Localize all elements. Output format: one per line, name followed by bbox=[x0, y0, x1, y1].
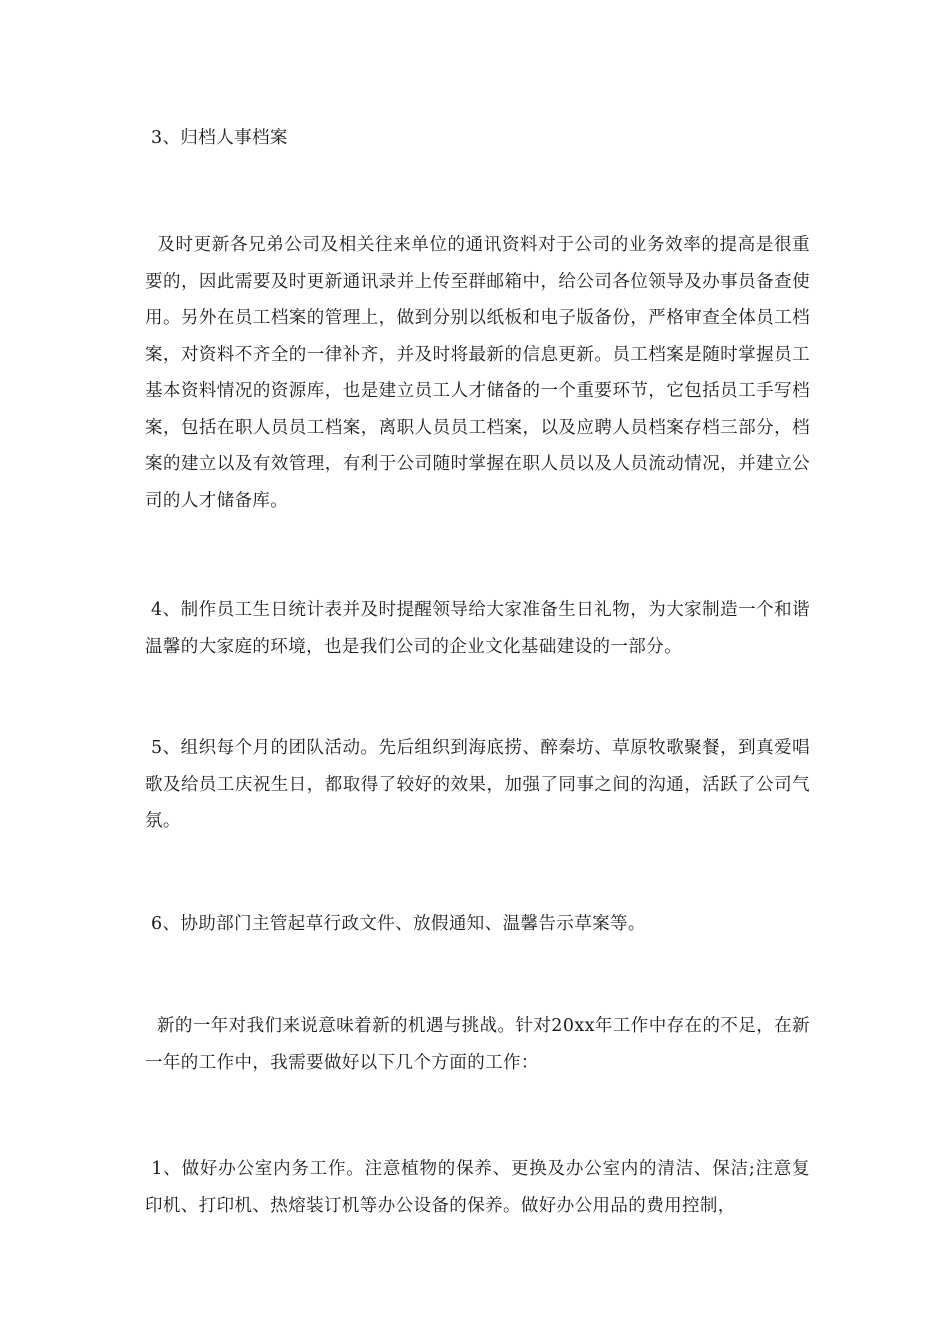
paragraph-birthday-list: 4、制作员工生日统计表并及时提醒领导给大家准备生日礼物，为大家制造一个和谐温馨的大家庭的环境，也是我们公司的企业文化基础建设的一部分。 bbox=[145, 600, 810, 657]
paragraph-archive-details: 及时更新各兄弟公司及相关往来单位的通讯资料对于公司的业务效率的提高是很重要的，因此需要及时更新通讯录并上传至群邮箱中，给公司各位领导及办事员备查使用。另外在员工档案的管理上，做到分别以纸板和电子版备份，严格审查全体员工档案，对资料不齐全的一律补齐，并及时将最新的信息更新。员工档案是随时掌握员工基本资料情况的资源库，也是建立员工人才储备的一个重要环节，它包括员工手写档案，包括在职人员员工档案，离职人员员工档案，以及应聘人员档案存档三部分，档案的建立以及有效管理，有利于公司随时掌握在职人员以及人员流动情况，并建立公司的人才储备库。 bbox=[145, 235, 810, 511]
paragraph-office-affairs: 1、做好办公室内务工作。注意植物的保养、更换及办公室内的清洁、保洁;注意复印机、打印机、热熔装订机等办公设备的保养。做好办公用品的费用控制， bbox=[145, 1159, 811, 1216]
paragraph-drafting-documents: 6、协助部门主管起草行政文件、放假通知、温馨告示草案等。 bbox=[145, 914, 646, 934]
paragraph-team-activities: 5、组织每个月的团队活动。先后组织到海底捞、醉秦坊、草原牧歌聚餐，到真爱唱歌及给员工庆祝生日，都取得了较好的效果，加强了同事之间的沟通，活跃了公司气氛。 bbox=[145, 738, 810, 831]
paragraph-new-year-plan: 新的一年对我们来说意味着新的机遇与挑战。针对20xx年工作中存在的不足，在新一年的工作中，我需要做好以下几个方面的工作： bbox=[145, 1016, 810, 1073]
section-heading-archive: 3、归档人事档案 bbox=[145, 128, 288, 148]
